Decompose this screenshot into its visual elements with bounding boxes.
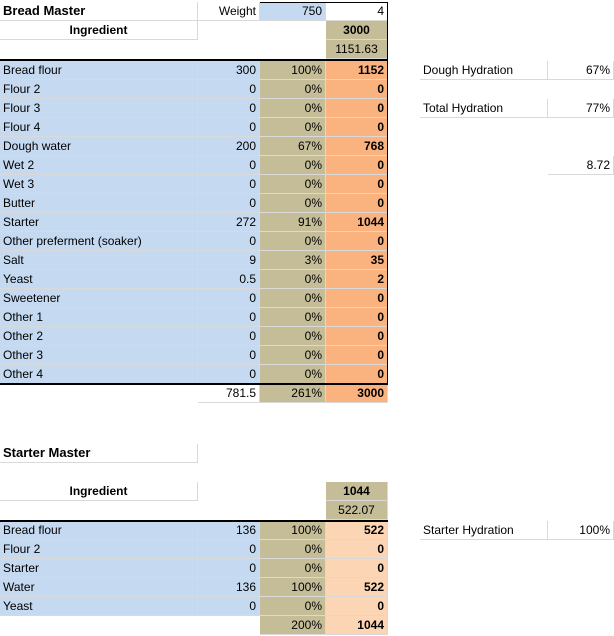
starter-ingredient-amount[interactable]: 522 (326, 521, 388, 540)
bread-ingredient-qty[interactable]: 0 (198, 118, 260, 137)
bread-ingredient-name[interactable]: Butter (0, 194, 198, 213)
starter-ingredient-amount[interactable]: 0 (326, 559, 388, 578)
bread-ingredient-pct[interactable]: 0% (260, 99, 326, 118)
starter-ingredient-pct[interactable]: 0% (260, 540, 326, 559)
bread-ingredient-amount[interactable]: 0 (326, 118, 388, 137)
bread-ingredient-amount[interactable]: 1152 (326, 61, 388, 80)
starter-ingredient-name[interactable]: Starter (0, 559, 198, 578)
bread-ingredient-pct[interactable]: 0% (260, 118, 326, 137)
bread-table-right-border (387, 2, 388, 384)
bread-ingredient-qty[interactable]: 0 (198, 175, 260, 194)
bread-ingredient-name[interactable]: Dough water (0, 137, 198, 156)
bread-total-pct[interactable]: 261% (260, 384, 326, 403)
starter-ingredient-header[interactable]: Ingredient (0, 482, 198, 501)
bread-ingredient-amount[interactable]: 0 (326, 156, 388, 175)
starter-ingredient-pct[interactable]: 100% (260, 578, 326, 597)
starter-ingredient-name[interactable]: Yeast (0, 597, 198, 616)
starter-hydration-value[interactable]: 100% (548, 521, 614, 540)
starter-table-top-border (0, 520, 388, 522)
bread-flour-weight[interactable]: 1151.63 (326, 40, 388, 59)
bread-ingredient-name[interactable]: Sweetener (0, 289, 198, 308)
bread-ingredient-qty[interactable]: 0 (198, 80, 260, 99)
bread-ingredient-pct[interactable]: 100% (260, 61, 326, 80)
dough-hydration-label[interactable]: Dough Hydration (420, 61, 548, 80)
bread-ingredient-name[interactable]: Wet 2 (0, 156, 198, 175)
bread-ingredient-amount[interactable]: 0 (326, 308, 388, 327)
starter-flour-weight[interactable]: 522.07 (326, 501, 388, 520)
starter-ingredient-qty[interactable]: 0 (198, 559, 260, 578)
bread-ingredient-pct[interactable]: 91% (260, 213, 326, 232)
bread-ingredient-pct[interactable]: 0% (260, 308, 326, 327)
bread-ingredient-name[interactable]: Wet 3 (0, 175, 198, 194)
weight-label[interactable]: Weight (198, 2, 260, 21)
bread-ingredient-pct[interactable]: 0% (260, 80, 326, 99)
bread-ingredient-pct[interactable]: 0% (260, 289, 326, 308)
bread-ingredient-amount[interactable]: 0 (326, 232, 388, 251)
starter-ingredient-pct[interactable]: 0% (260, 559, 326, 578)
bread-ingredient-amount[interactable]: 0 (326, 175, 388, 194)
starter-ingredient-qty[interactable]: 0 (198, 597, 260, 616)
starter-total-top[interactable]: 1044 (326, 482, 388, 501)
bread-ingredient-name[interactable]: Flour 3 (0, 99, 198, 118)
bread-ingredient-name[interactable]: Yeast (0, 270, 198, 289)
bread-ingredient-qty[interactable]: 200 (198, 137, 260, 156)
starter-ingredient-amount[interactable]: 0 (326, 540, 388, 559)
bread-ingredient-name[interactable]: Flour 2 (0, 80, 198, 99)
bread-ingredient-qty[interactable]: 0 (198, 365, 260, 384)
starter-ingredient-name[interactable]: Water (0, 578, 198, 597)
bread-ingredient-pct[interactable]: 0% (260, 194, 326, 213)
bread-ingredient-qty[interactable]: 0 (198, 289, 260, 308)
bread-ingredient-pct[interactable]: 67% (260, 137, 326, 156)
bread-ingredient-qty[interactable]: 0.5 (198, 270, 260, 289)
side-ratio-value[interactable]: 8.72 (548, 156, 614, 175)
bread-ingredient-pct[interactable]: 3% (260, 251, 326, 270)
total-hydration-label[interactable]: Total Hydration (420, 99, 548, 118)
bread-ingredient-amount[interactable]: 0 (326, 80, 388, 99)
bread-ingredient-pct[interactable]: 0% (260, 327, 326, 346)
dough-hydration-value[interactable]: 67% (548, 61, 614, 80)
starter-total-amt[interactable]: 1044 (326, 616, 388, 635)
weight-top-border (260, 2, 388, 3)
starter-ingredient-pct[interactable]: 100% (260, 521, 326, 540)
bread-ingredient-name[interactable]: Other 2 (0, 327, 198, 346)
weight-value-cell[interactable]: 750 (260, 2, 326, 21)
bread-total-qty[interactable]: 781.5 (198, 384, 260, 403)
bread-ingredient-pct[interactable]: 0% (260, 156, 326, 175)
starter-ingredient-amount[interactable]: 522 (326, 578, 388, 597)
bread-ingredient-amount[interactable]: 0 (326, 346, 388, 365)
bread-ingredient-qty[interactable]: 0 (198, 99, 260, 118)
bread-ingredient-qty[interactable]: 0 (198, 327, 260, 346)
bread-total-amt[interactable]: 3000 (326, 384, 388, 403)
bread-ingredient-amount[interactable]: 35 (326, 251, 388, 270)
bread-ingredient-name[interactable]: Other 3 (0, 346, 198, 365)
loaf-count-cell[interactable]: 4 (326, 2, 388, 21)
bread-ingredient-qty[interactable]: 0 (198, 156, 260, 175)
bread-ingredient-qty[interactable]: 0 (198, 346, 260, 365)
bread-ingredient-amount[interactable]: 0 (326, 289, 388, 308)
bread-ingredient-qty[interactable]: 272 (198, 213, 260, 232)
bread-ingredient-amount[interactable]: 1044 (326, 213, 388, 232)
bread-table-top-border (0, 59, 388, 61)
bread-ingredient-pct[interactable]: 0% (260, 270, 326, 289)
starter-ingredient-qty[interactable]: 136 (198, 578, 260, 597)
starter-ingredient-name[interactable]: Flour 2 (0, 540, 198, 559)
bread-ingredient-qty[interactable]: 0 (198, 194, 260, 213)
bread-ingredient-name[interactable]: Bread flour (0, 61, 198, 80)
bread-ingredient-name[interactable]: Other 1 (0, 308, 198, 327)
bread-total-top[interactable]: 3000 (326, 21, 388, 40)
bread-ingredient-amount[interactable]: 0 (326, 99, 388, 118)
bread-table-bottom-border (0, 383, 388, 385)
bread-ingredient-amount[interactable]: 2 (326, 270, 388, 289)
bread-ingredient-amount[interactable]: 0 (326, 194, 388, 213)
bread-ingredient-qty[interactable]: 0 (198, 308, 260, 327)
bread-ingredient-qty[interactable]: 300 (198, 61, 260, 80)
bread-ingredient-pct[interactable]: 0% (260, 232, 326, 251)
starter-hydration-label[interactable]: Starter Hydration (420, 521, 548, 540)
bread-ingredient-name[interactable]: Other preferment (soaker) (0, 232, 198, 251)
starter-master-title[interactable]: Starter Master (0, 444, 198, 463)
bread-ingredient-amount[interactable]: 0 (326, 365, 388, 384)
starter-ingredient-name[interactable]: Bread flour (0, 521, 198, 540)
bread-ingredient-header[interactable]: Ingredient (0, 21, 198, 40)
starter-total-pct[interactable]: 200% (260, 616, 326, 635)
bread-ingredient-pct[interactable]: 0% (260, 365, 326, 384)
starter-ingredient-pct[interactable]: 0% (260, 597, 326, 616)
bread-ingredient-name[interactable]: Flour 4 (0, 118, 198, 137)
bread-master-title[interactable]: Bread Master (0, 2, 198, 21)
starter-ingredient-qty[interactable]: 0 (198, 540, 260, 559)
bread-ingredient-qty[interactable]: 9 (198, 251, 260, 270)
bread-ingredient-qty[interactable]: 0 (198, 232, 260, 251)
starter-ingredient-qty[interactable]: 136 (198, 521, 260, 540)
bread-ingredient-amount[interactable]: 768 (326, 137, 388, 156)
bread-ingredient-pct[interactable]: 0% (260, 346, 326, 365)
total-hydration-value[interactable]: 77% (548, 99, 614, 118)
bread-ingredient-amount[interactable]: 0 (326, 327, 388, 346)
bread-ingredient-name[interactable]: Starter (0, 213, 198, 232)
bread-ingredient-name[interactable]: Salt (0, 251, 198, 270)
bread-ingredient-pct[interactable]: 0% (260, 175, 326, 194)
bread-ingredient-name[interactable]: Other 4 (0, 365, 198, 384)
starter-ingredient-amount[interactable]: 0 (326, 597, 388, 616)
